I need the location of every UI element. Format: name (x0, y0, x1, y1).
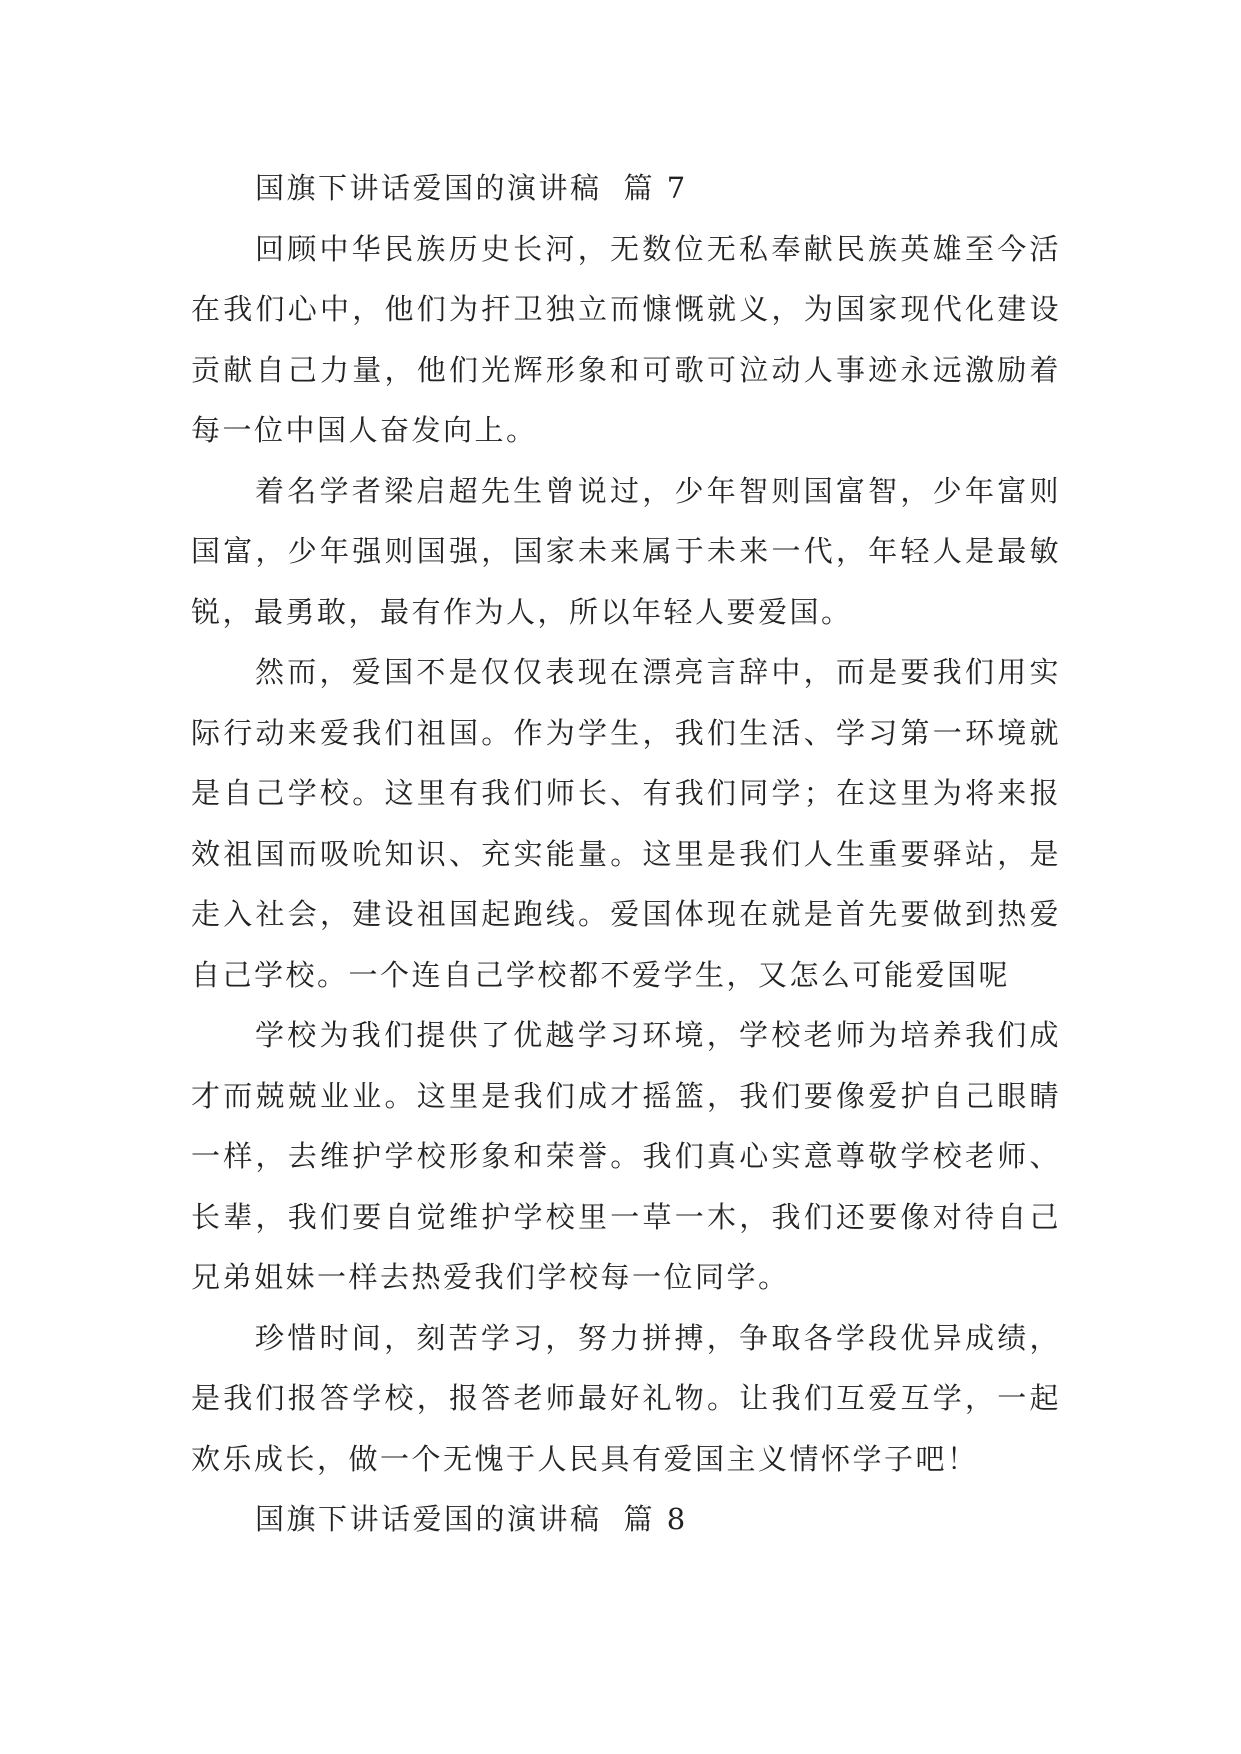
paragraph: 然而，爱国不是仅仅表现在漂亮言辞中，而是要我们用实际行动来爱我们祖国。作为学生，我们生活、学习第一环境就是自己学校。这里有我们师长、有我们同学；在这里为将来报效祖国而吸吮知识、充实能量。这里是我们人生重要驿站，是走入社会，建设祖国起跑线。爱国体现在就是首先要做到热爱自己学校。一个连自己学校都不爱学生，又怎么可能爱国呢 (191, 655, 1061, 992)
section-heading-7 (191, 158, 1061, 219)
heading-title: 国旗下讲话爱国的演讲稿 (255, 1502, 602, 1536)
document-body (191, 158, 1061, 1550)
section-heading-8 (191, 1489, 1061, 1550)
heading-title: 国旗下讲话爱国的演讲稿 (255, 171, 602, 205)
heading-section-number: 篇 8 (623, 1502, 688, 1536)
paragraph: 回顾中华民族历史长河，无数位无私奉献民族英雄至今活在我们心中，他们为扞卫独立而慷慨就义，为国家现代化建设贡献自己力量，他们光辉形象和可歌可泣动人事迹永远激励着每一位中国人奋发向上。 (191, 231, 1061, 447)
heading-section-number: 篇 7 (623, 171, 688, 205)
paragraph: 学校为我们提供了优越学习环境，学校老师为培养我们成才而兢兢业业。这里是我们成才摇篮，我们要像爱护自己眼睛一样，去维护学校形象和荣誉。我们真心实意尊敬学校老师、长辈，我们要自觉维护学校里一草一木，我们还要像对待自己兄弟姐妹一样去热爱我们学校每一位同学。 (191, 1018, 1061, 1294)
paragraph: 着名学者梁启超先生曾说过，少年智则国富智，少年富则国富，少年强则国强，国家未来属于未来一代，年轻人是最敏锐，最勇敢，最有作为人，所以年轻人要爱国。 (191, 473, 1061, 629)
paragraph: 珍惜时间，刻苦学习，努力拼搏，争取各学段优异成绩，是我们报答学校，报答老师最好礼物。让我们互爱互学，一起欢乐成长，做一个无愧于人民具有爱国主义情怀学子吧！ (191, 1320, 1061, 1476)
